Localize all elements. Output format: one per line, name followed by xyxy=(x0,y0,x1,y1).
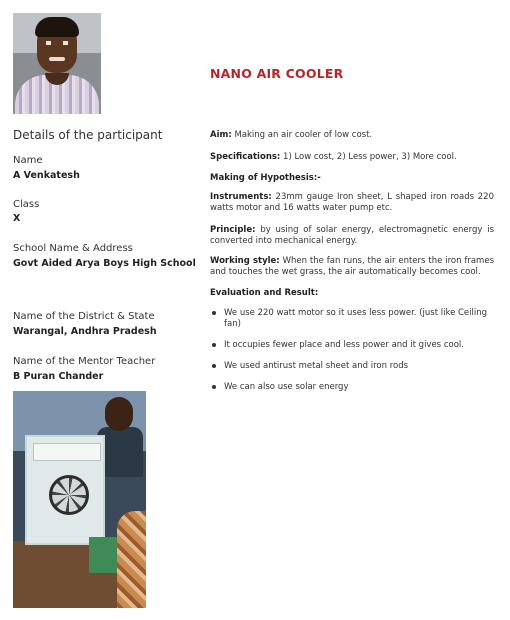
list-item xyxy=(210,361,494,372)
aim-label: Aim: xyxy=(210,130,232,140)
bullet-icon xyxy=(212,385,216,389)
working-style-label: Working style: xyxy=(210,256,280,266)
instruments-paragraph xyxy=(210,192,494,214)
evaluation-heading xyxy=(210,288,494,299)
aim-line xyxy=(210,130,494,141)
result-text: We used antirust metal sheet and iron rods xyxy=(224,361,409,371)
principle-label: Principle: xyxy=(210,225,256,235)
list-item xyxy=(210,308,494,330)
result-text: It occupies fewer place and less power and it gives cool. xyxy=(224,340,464,350)
project-photo xyxy=(13,391,146,608)
hypothesis-label: Making of Hypothesis:- xyxy=(210,173,321,183)
participant-section-heading: Details of the participant xyxy=(13,128,163,142)
aim-text: Making an air cooler of low cost. xyxy=(234,130,373,140)
result-text: We use 220 watt motor so it uses less power. (just like Ceiling fan) xyxy=(224,308,488,329)
hypothesis-heading xyxy=(210,173,494,184)
specifications-label: Specifications: xyxy=(210,152,281,162)
mentor-value: B Puran Chander xyxy=(13,371,104,382)
results-list-wrap xyxy=(210,308,494,393)
project-title: NANO AIR COOLER xyxy=(210,66,344,81)
instruments-label: Instruments: xyxy=(210,192,272,202)
name-label: Name xyxy=(13,155,43,166)
principle-paragraph xyxy=(210,225,494,247)
class-value: X xyxy=(13,213,21,224)
evaluation-label: Evaluation and Result: xyxy=(210,288,319,298)
name-value: A Venkatesh xyxy=(13,170,80,181)
specifications-line xyxy=(210,152,494,163)
result-text: We can also use solar energy xyxy=(224,382,349,392)
district-label: Name of the District & State xyxy=(13,311,155,322)
participant-photo xyxy=(13,13,101,114)
school-value: Govt Aided Arya Boys High School xyxy=(13,258,196,269)
bullet-icon xyxy=(212,343,216,347)
district-value: Warangal, Andhra Pradesh xyxy=(13,326,157,337)
mentor-label: Name of the Mentor Teacher xyxy=(13,356,156,367)
bullet-icon xyxy=(212,364,216,368)
list-item xyxy=(210,382,494,393)
bullet-icon xyxy=(212,311,216,315)
school-label: School Name & Address xyxy=(13,243,133,254)
working-style-text: When the fan runs, the air enters the iron frames and touches the wet grass, the air automatically becomes cool. xyxy=(210,256,494,277)
results-list xyxy=(210,308,494,393)
principle-text: by using of solar energy, electromagnetic energy is converted into mechanical energy. xyxy=(210,225,495,246)
working-style-paragraph xyxy=(210,256,494,278)
list-item xyxy=(210,340,494,351)
instruments-text: 23mm gauge Iron sheet, L shaped iron roads 220 watts motor and 16 watts water pump etc. xyxy=(210,192,495,213)
class-label: Class xyxy=(13,199,40,210)
specifications-text: 1) Low cost, 2) Less power, 3) More cool. xyxy=(283,152,457,162)
